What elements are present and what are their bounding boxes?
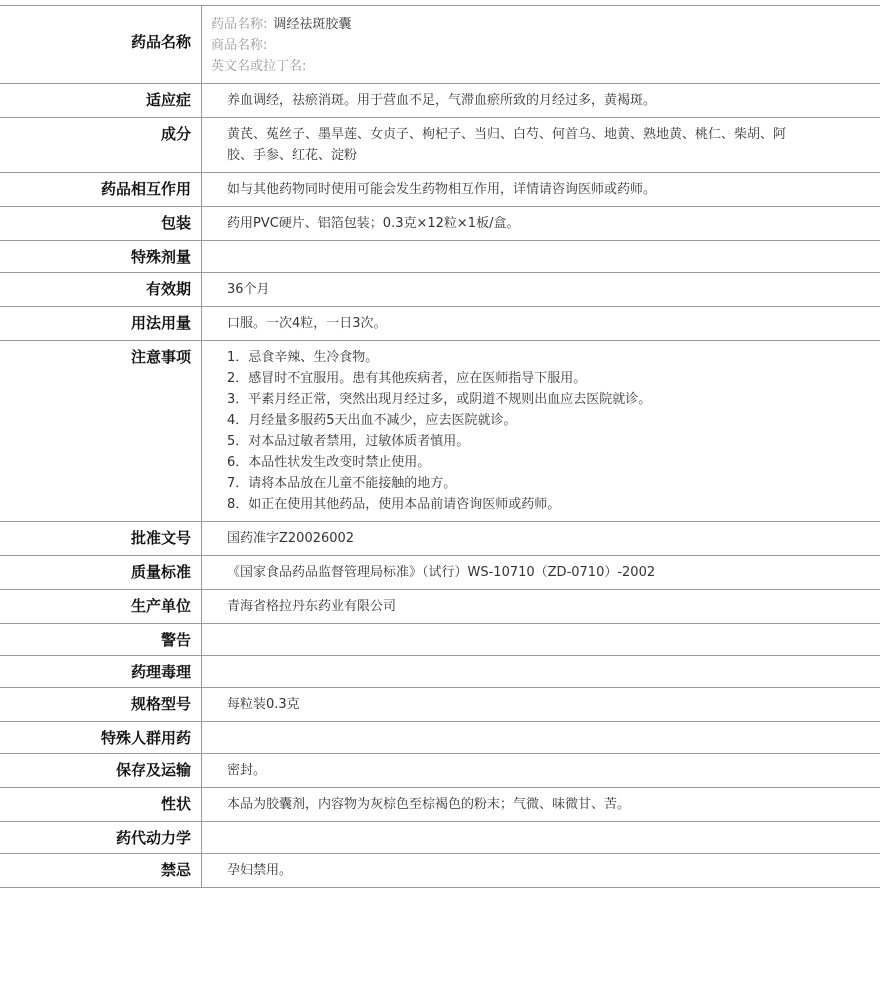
description-value: 本品为胶囊剂，内容物为灰棕色至棕褐色的粉末；气微、味微甘、苦。 [227, 797, 631, 812]
drug-name-row [0, 6, 880, 84]
special-dosage-label: 特殊剂量 [130, 248, 191, 266]
description-row [0, 788, 880, 822]
row-label [0, 590, 202, 624]
approval-number-row [0, 522, 880, 556]
english-name-label: 英文名或拉丁名: [211, 59, 307, 74]
list-item: 5．对本品过敏者禁用，过敏体质者慎用。 [227, 434, 470, 449]
quality-standard-value: 《国家食品药品监督管理局标准》（试行）WS-10710（ZD-0710）-2002 [227, 565, 656, 580]
special-population-label: 特殊人群用药 [100, 729, 191, 747]
indications-label: 适应症 [145, 91, 191, 109]
row-label [0, 722, 202, 754]
special-population-row [0, 722, 880, 754]
list-item: 1．忌食辛辣、生冷食物。 [227, 350, 379, 365]
row-label [0, 273, 202, 307]
row-label [0, 522, 202, 556]
shelf-life-value: 36个月 [227, 282, 270, 297]
pharmacokinetics-row [0, 822, 880, 854]
list-item: 3．平素月经正常，突然出现月经过多，或阴道不规则出血应去医院就诊。 [227, 392, 652, 407]
special-dosage-value [202, 241, 880, 273]
list-item: 8．如正在使用其他药品，使用本品前请咨询医师或药师。 [227, 497, 561, 512]
pharmacology-label: 药理毒理 [130, 663, 191, 681]
list-item: 4．月经量多服药5天出血不减少，应去医院就诊。 [227, 413, 517, 428]
row-label [0, 118, 202, 173]
row-label [0, 788, 202, 822]
row-label [0, 241, 202, 273]
packaging-value: 药用PVC硬片、铝箔包装；0.3克×12粒×1板/盒。 [227, 216, 520, 231]
manufacturer-label: 生产单位 [130, 597, 191, 615]
approval-number-label: 批准文号 [130, 529, 191, 547]
row-label [0, 556, 202, 590]
trade-name-line [211, 35, 800, 56]
drug-info-table [0, 5, 880, 888]
approval-number-value: 国药准字Z20026002 [227, 531, 355, 546]
description-label: 性状 [160, 795, 191, 813]
row-label [0, 307, 202, 341]
precautions-list [227, 347, 800, 515]
row-label [0, 84, 202, 118]
indications-row [0, 84, 880, 118]
contraindications-label: 禁忌 [160, 861, 191, 879]
quality-standard-row [0, 556, 880, 590]
row-label [0, 341, 202, 522]
row-label [0, 822, 202, 854]
generic-name-line [211, 14, 800, 35]
precautions-row [0, 341, 880, 522]
warning-value [202, 624, 880, 656]
special-dosage-row [0, 241, 880, 273]
pharmacology-row [0, 656, 880, 688]
ingredients-value: 黄芪、菟丝子、墨旱莲、女贞子、枸杞子、当归、白芍、何首乌、地黄、熟地黄、桃仁、柴胡、阿胶、手参、红花、淀粉 [227, 127, 787, 163]
manufacturer-row [0, 590, 880, 624]
precautions-cell [202, 341, 880, 522]
packaging-row [0, 207, 880, 241]
row-label [0, 6, 202, 84]
storage-row [0, 754, 880, 788]
pharmacokinetics-value [202, 822, 880, 854]
row-label [0, 173, 202, 207]
specification-label: 规格型号 [130, 695, 191, 713]
list-item: 6．本品性状发生改变时禁止使用。 [227, 455, 431, 470]
list-item: 7．请将本品放在儿童不能接触的地方。 [227, 476, 457, 491]
row-label [0, 688, 202, 722]
row-label [0, 207, 202, 241]
storage-value: 密封。 [227, 763, 267, 778]
shelf-life-row [0, 273, 880, 307]
precautions-label: 注意事项 [130, 348, 191, 366]
generic-name-label: 药品名称: [211, 17, 268, 32]
usage-label: 用法用量 [130, 314, 191, 332]
manufacturer-value: 青海省格拉丹东药业有限公司 [227, 599, 397, 614]
special-population-value [202, 722, 880, 754]
usage-value: 口服。一次4粒，一日3次。 [227, 316, 387, 331]
ingredients-row [0, 118, 880, 173]
trade-name-label: 商品名称: [211, 38, 268, 53]
drug-name-cell [202, 6, 880, 84]
contraindications-value: 孕妇禁用。 [227, 863, 293, 878]
row-label [0, 624, 202, 656]
english-name-line [211, 56, 800, 77]
pharmacology-value [202, 656, 880, 688]
list-item: 2．感冒时不宜服用。患有其他疾病者，应在医师指导下服用。 [227, 371, 587, 386]
specification-row [0, 688, 880, 722]
interactions-value: 如与其他药物同时使用可能会发生药物相互作用，详情请咨询医师或药师。 [227, 182, 657, 197]
warning-label: 警告 [160, 631, 191, 649]
interactions-label: 药品相互作用 [100, 180, 191, 198]
row-label [0, 854, 202, 888]
interactions-row [0, 173, 880, 207]
shelf-life-label: 有效期 [145, 280, 191, 298]
packaging-label: 包装 [160, 214, 191, 232]
quality-standard-label: 质量标准 [130, 563, 191, 581]
storage-label: 保存及运输 [115, 761, 191, 779]
contraindications-row [0, 854, 880, 888]
row-label [0, 656, 202, 688]
generic-name-value: 调经祛斑胶囊 [273, 17, 352, 32]
usage-row [0, 307, 880, 341]
indications-value: 养血调经，祛瘀消斑。用于营血不足，气滞血瘀所致的月经过多，黄褐斑。 [227, 93, 657, 108]
ingredients-label: 成分 [160, 125, 191, 143]
row-label [0, 754, 202, 788]
warning-row [0, 624, 880, 656]
pharmacokinetics-label: 药代动力学 [115, 829, 191, 847]
specification-value: 每粒装0.3克 [227, 697, 300, 712]
drug-name-label: 药品名称 [130, 33, 191, 51]
